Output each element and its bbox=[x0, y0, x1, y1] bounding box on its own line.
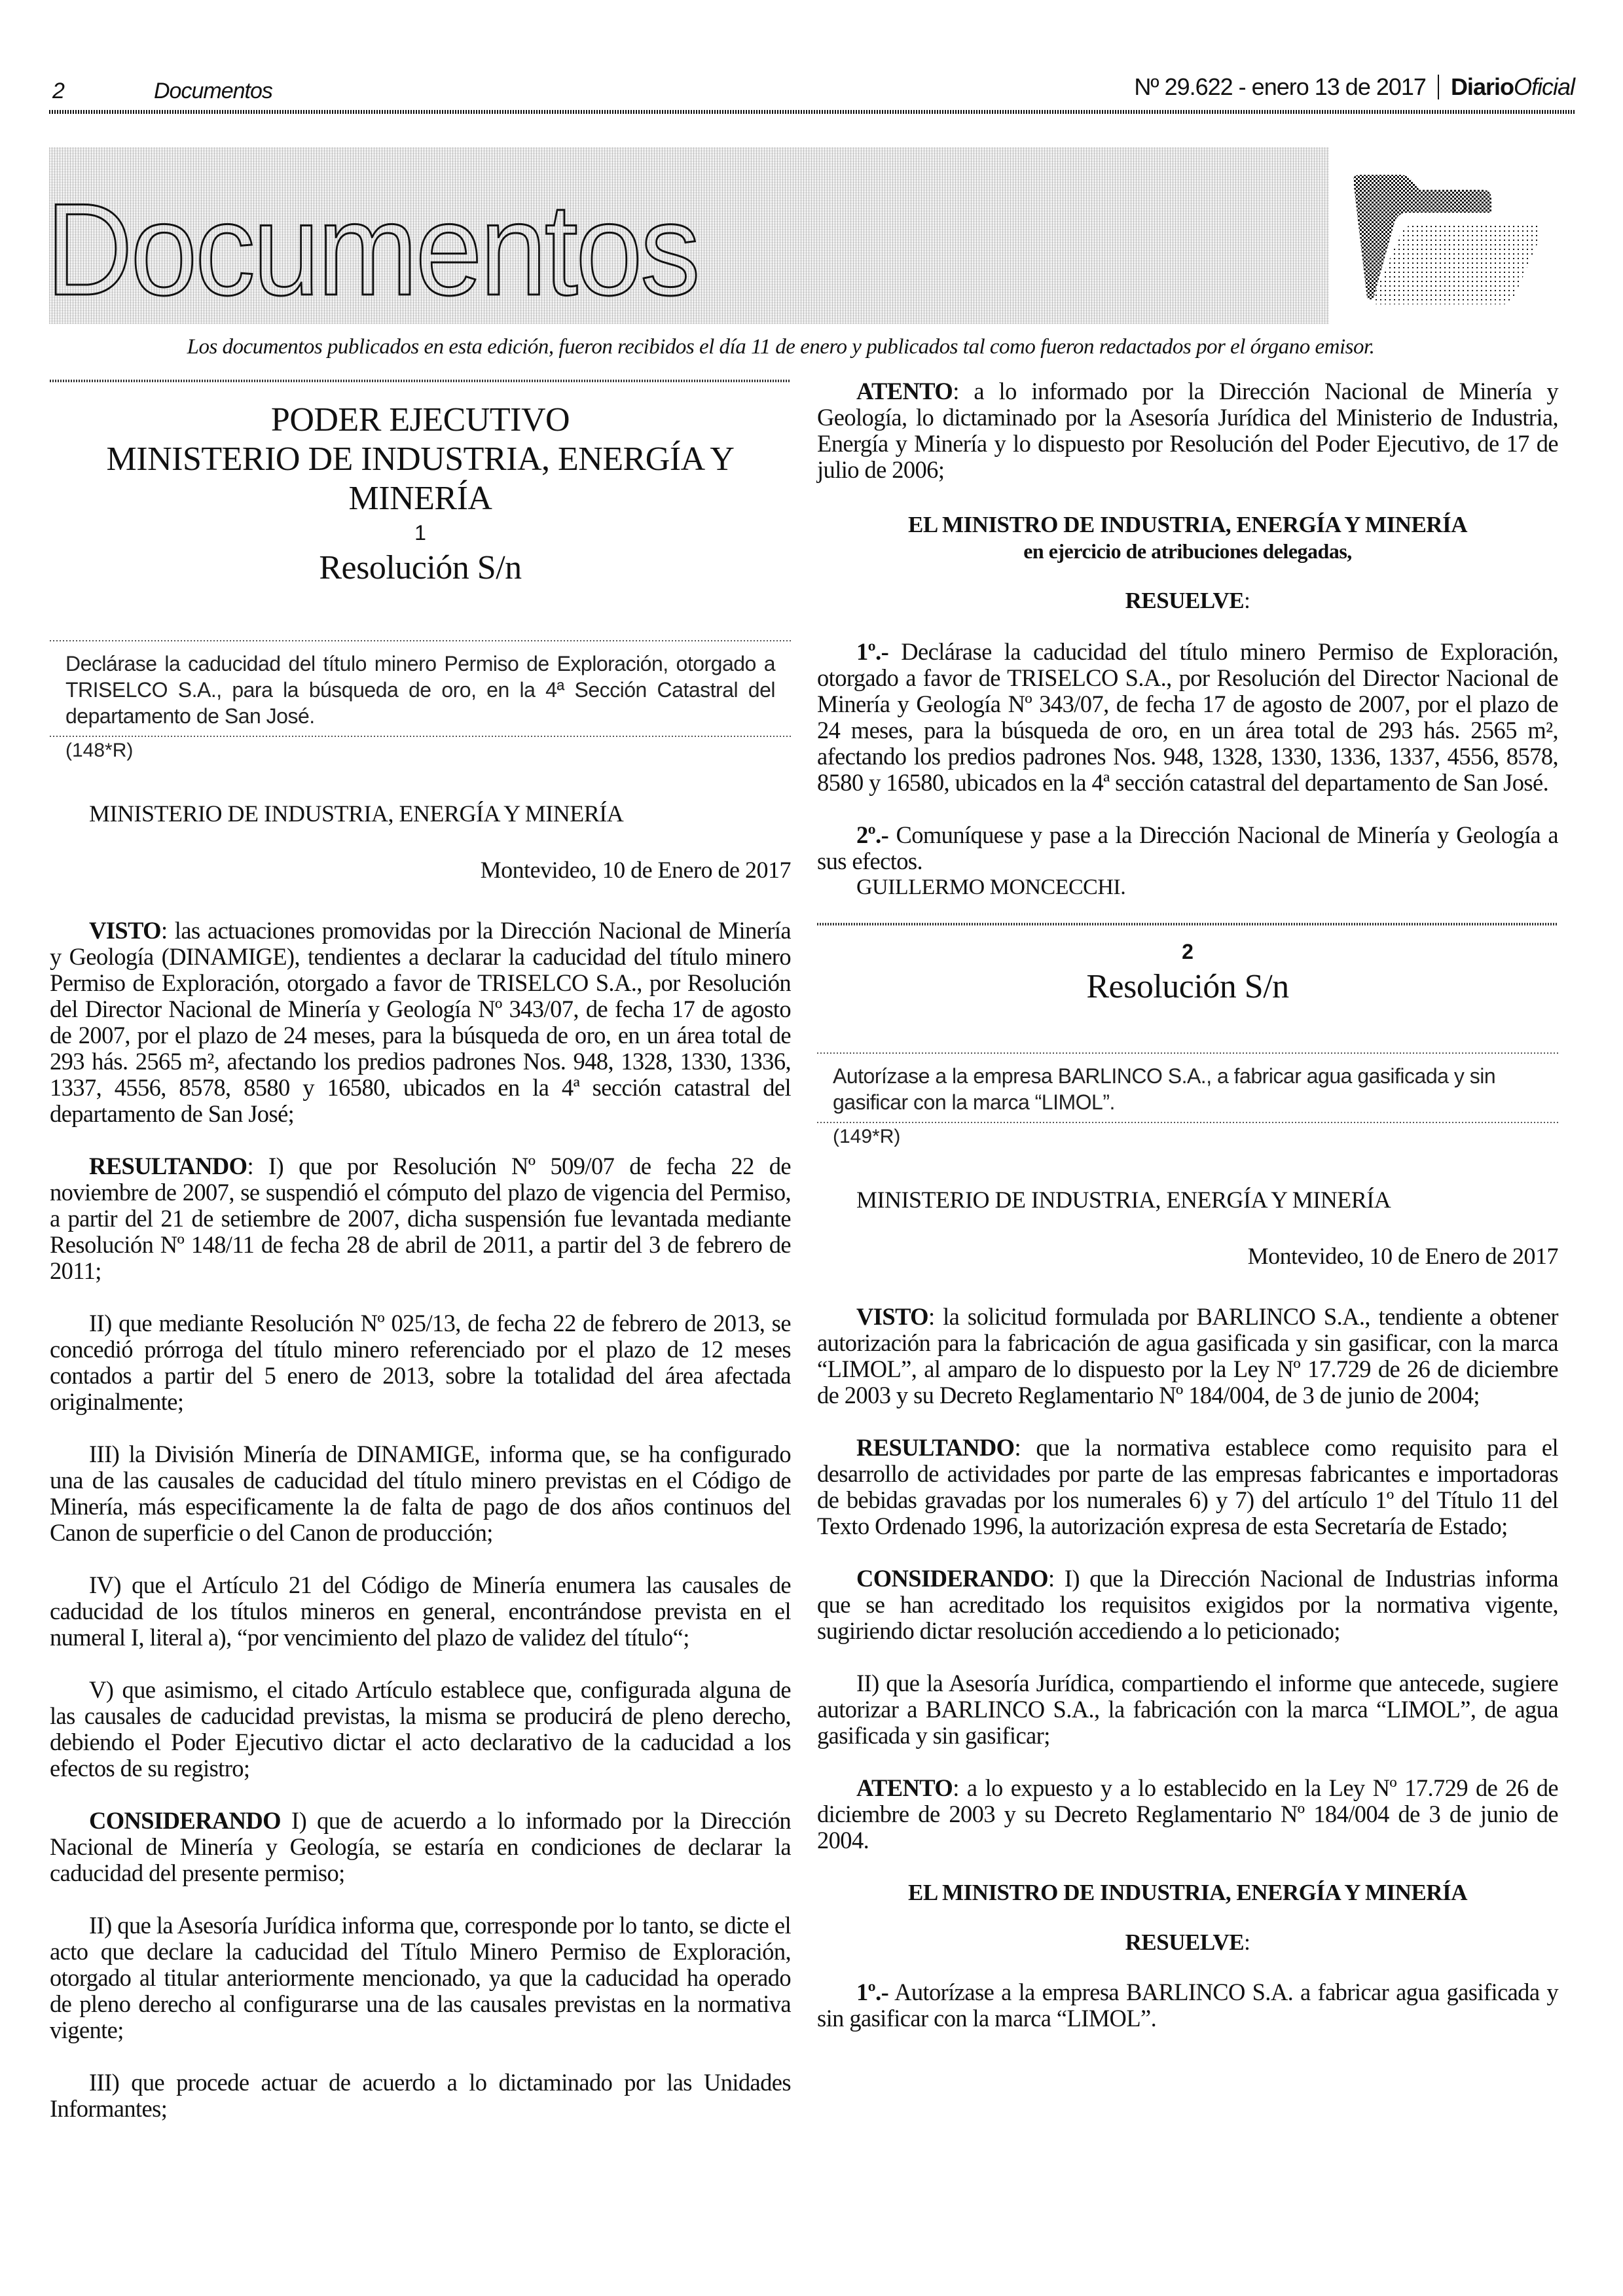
document-summary: Declárase la caducidad del título minero Permiso de Exploración, otorgado a TRISELCO S.A., para la búsqueda de oro, en la 4ª Sección Catastral del departamento de San José. bbox=[65, 652, 775, 728]
considerando-iii-paragraph: III) que procede actuar de acuerdo a lo dictaminado por las Unidades Informantes; bbox=[50, 2069, 791, 2122]
article-2: 2º.- Comuníquese y pase a la Dirección Nacional de Minería y Geología a sus efectos. bbox=[817, 821, 1558, 874]
resultando-iii-paragraph: III) la División Minería de DINAMIGE, informa que, se ha configurado una de las causales de caducidad del título minero previstas en el Código de Minería, más especificamente la de falta de pago de dos años continuos del Canon de superficie o del Canon de producción; bbox=[50, 1441, 791, 1546]
document-summary: Autorízase a la empresa BARLINCO S.A., a fabricar agua gasificada y sin gasificar con la marca “LIMOL”. bbox=[833, 1064, 1496, 1114]
signature: GUILLERMO MONCECCHI. bbox=[856, 875, 1126, 899]
authority-heading: EL MINISTRO DE INDUSTRIA, ENERGÍA Y MINERÍA bbox=[908, 1880, 1467, 1905]
right-column bbox=[817, 378, 1558, 2032]
place-date: Montevideo, 10 de Enero de 2017 bbox=[480, 857, 791, 883]
atento-paragraph: ATENTO: a lo informado por la Dirección Nacional de Minería y Geología, lo dictaminado por la Asesoría Jurídica del Ministerio de Industria, Energía y Minería y lo dispuesto por Resolución del Poder Ejecutivo, de 17 de julio de 2006; bbox=[817, 378, 1558, 483]
folder-icon bbox=[1342, 160, 1539, 311]
document-number: 2 bbox=[1182, 940, 1194, 963]
resolution-title: Resolución S/n bbox=[319, 549, 522, 586]
atento-paragraph: ATENTO: a lo expuesto y a lo establecido en la Ley Nº 17.729 de 26 de diciembre de 2003 y su Decreto Reglamentario Nº 184/004 de 3 de junio de 2004. bbox=[817, 1774, 1558, 1854]
banner-subtitle: Los documentos publicados en esta edición, fueron recibidos el día 11 de enero y publicados tal como fueron redactados por el órgano emisor. bbox=[187, 335, 1375, 359]
resultando-iv-paragraph: IV) que el Artículo 21 del Código de Minería enumera las causales de caducidad de los títulos mineros en general, encontrándose prevista en el numeral I, literal a), “por vencimiento del plazo de validez del título“; bbox=[50, 1571, 791, 1651]
article-1: 1º.- Autorízase a la empresa BARLINCO S.A. a fabricar agua gasificada y sin gasificar con la marca “LIMOL”. bbox=[817, 1979, 1558, 2032]
considerando-ii-paragraph: II) que la Asesoría Jurídica informa que, corresponde por lo tanto, se dicte el acto que declare la caducidad del Título Minero Permiso de Exploración, otorgado al titular anteriormente mencionado, ya que la caducidad ha operado de pleno derecho al configurarse una de las causales previstas en la normativa vigente; bbox=[50, 1912, 791, 2043]
resuelve-heading: RESUELVE: bbox=[1125, 588, 1250, 613]
banner-title: Documentos bbox=[46, 177, 699, 323]
header-rule bbox=[49, 110, 1575, 114]
divider bbox=[50, 380, 791, 382]
article-1: 1º.- Declárase la caducidad del título minero Permiso de Exploración, otorgado a favor de TRISELCO S.A., por Resolución del Director Nacional de Minería y Geología Nº 343/07, de fecha 17 de agosto de 2007, por el plazo de 24 meses, para la búsqueda de oro, en un área total de 293 hás. 2565 m², afectando los predios padrones Nos. 948, 1328, 1330, 1336, 1337, 4556, 8578, 8580 y 16580, ubicados en la 4ª sección catastral del departamento de San José. bbox=[817, 638, 1558, 796]
header-separator bbox=[1438, 75, 1439, 99]
issue-number-date: Nº 29.622 - enero 13 de 2017 bbox=[1134, 73, 1426, 100]
publication-logo: DiarioOficial bbox=[1450, 73, 1575, 100]
visto-paragraph: VISTO: la solicitud formulada por BARLINCO S.A., tendiente a obtener autorización para la fabricación de agua gasificada y sin gasificar, con la marca “LIMOL”, al amparo de lo dispuesto por la Ley Nº 17.729 de 26 de diciembre de 2003 y su Decreto Reglamentario Nº 184/004, de 3 de junio de 2004; bbox=[817, 1303, 1558, 1408]
page-number: 2 bbox=[52, 79, 64, 103]
left-column bbox=[50, 380, 791, 2122]
ministry-line: MINISTERIO DE INDUSTRIA, ENERGÍA Y MINERÍA bbox=[856, 1187, 1391, 1213]
considerando-paragraph: CONSIDERANDO: I) que la Dirección Nacional de Industrias informa que se han acreditado los requisitos exigidos por la normativa vigente, sugiriendo dictar resolución accediendo a lo peticionado; bbox=[817, 1565, 1558, 1644]
authority-subheading: en ejercicio de atribuciones delegadas, bbox=[1023, 539, 1352, 563]
document-number: 1 bbox=[414, 521, 426, 545]
resuelve-heading: RESUELVE: bbox=[1125, 1929, 1250, 1955]
resultando-v-paragraph: V) que asimismo, el citado Artículo establece que, configurada alguna de las causales de caducidad previstas, la misma se producirá de pleno derecho, debiendo el Poder Ejecutivo dictar el acto declarativo de la caducidad a los efectos de su registro; bbox=[50, 1676, 791, 1782]
ministry-line: MINISTERIO DE INDUSTRIA, ENERGÍA Y MINERÍA bbox=[89, 800, 624, 827]
considerando-paragraph: CONSIDERANDO I) que de acuerdo a lo informado por la Dirección Nacional de Minería y Geología, se estaría en condiciones de declarar la caducidad del presente permiso; bbox=[50, 1807, 791, 1886]
resultando-ii-paragraph: II) que mediante Resolución Nº 025/13, de fecha 22 de febrero de 2013, se concedió prórroga del título minero referenciado por el plazo de 12 meses contados a partir del 5 enero de 2013, sobre la totalidad del área afectada originalmente; bbox=[50, 1310, 791, 1415]
resolution-title: Resolución S/n bbox=[1086, 968, 1289, 1005]
reference-code: (149*R) bbox=[833, 1126, 901, 1147]
resultando-paragraph: RESULTANDO: que la normativa establece como requisito para el desarrollo de actividades por parte de las empresas fabricantes e importadoras de bebidas gravadas por los numerales 6) y 7) del artículo 1º del Título 11 del Texto Ordenado 1996, la autorización expresa de esta Secretaría de Estado; bbox=[817, 1434, 1558, 1539]
considerando-ii-paragraph: II) que la Asesoría Jurídica, compartiendo el informe que antecede, sugiere autorizar a BARLINCO S.A., la fabricación con la marca “LIMOL”, de agua gasificada y sin gasificar; bbox=[817, 1670, 1558, 1749]
issuer-heading: PODER EJECUTIVO MINISTERIO DE INDUSTRIA, ENERGÍA Y MINERÍA bbox=[106, 401, 735, 517]
resultando-paragraph: RESULTANDO: I) que por Resolución Nº 509/07 de fecha 22 de noviembre de 2007, se suspendió el cómputo del plazo de vigencia del Permiso, a partir del 21 de setiembre de 2007, dicha suspensión fue levantada mediante Resolución Nº 148/11 de fecha 28 de abril de 2011, a partir del 3 de febrero de 2011; bbox=[50, 1153, 791, 1284]
authority-heading: EL MINISTRO DE INDUSTRIA, ENERGÍA Y MINERÍA bbox=[908, 512, 1467, 537]
running-header bbox=[49, 73, 1575, 106]
reference-code: (148*R) bbox=[65, 740, 134, 761]
visto-paragraph: VISTO: las actuaciones promovidas por la Dirección Nacional de Minería y Geología (DINAMIGE), tendientes a declarar la caducidad del título minero Permiso de Exploración, otorgado a favor de TRISELCO S.A., por Resolución del Director Nacional de Minería y Geología Nº 343/07, de fecha 17 de agosto de 2007, por el plazo de 24 meses, para la búsqueda de oro, en un área total de 293 hás. 2565 m², afectando los predios padrones Nos. 948, 1328, 1330, 1336, 1337, 4556, 8578, 8580 y 16580, ubicados en la 4ª sección catastral del departamento de San José; bbox=[50, 917, 791, 1127]
section-name: Documentos bbox=[154, 79, 272, 103]
place-date: Montevideo, 10 de Enero de 2017 bbox=[1247, 1243, 1558, 1269]
issue-info bbox=[1134, 73, 1575, 101]
